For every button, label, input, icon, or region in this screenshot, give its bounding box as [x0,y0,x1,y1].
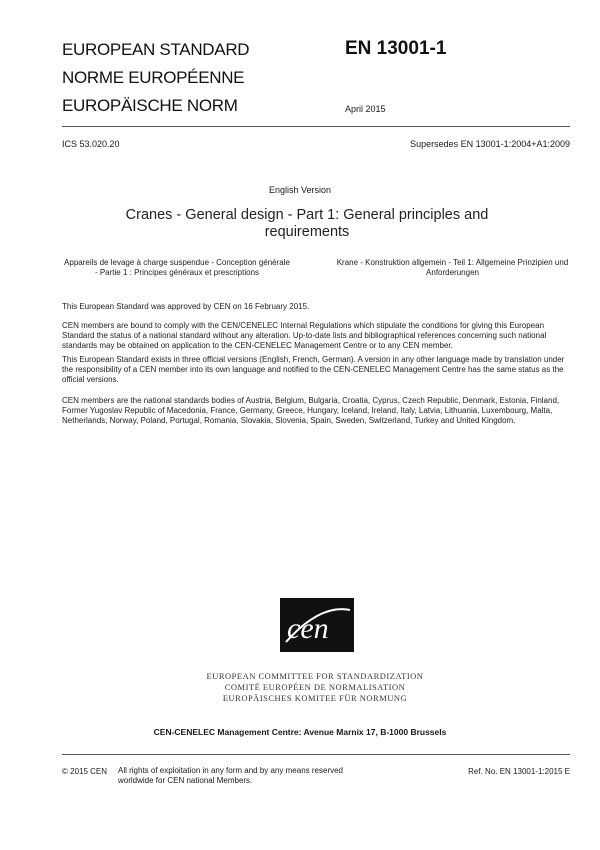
supersedes-note: Supersedes EN 13001-1:2004+A1:2009 [410,139,570,149]
reference-number: Ref. No. EN 13001-1:2015 E [468,767,570,776]
title-french: Appareils de levage à charge suspendue - Conception générale - Partie 1 : Principes généraux et prescriptions [64,258,290,277]
standard-number: EN 13001-1 [345,38,447,59]
publication-date: April 2015 [345,104,386,114]
document-title: Cranes - General design - Part 1: General principles and requirements [125,207,489,240]
title-german: Krane - Konstruktion allgemein - Teil 1: Allgemeine Prinzipien und Anforderungen [336,258,569,277]
management-centre-address: CEN-CENELEC Management Centre: Avenue Marnix 17, B-1000 Brussels [153,727,447,737]
cen-logo-text: cen [287,612,329,645]
versions-paragraph: This European Standard exists in three official versions (English, French, German). A version in any other language made by translation under the responsibility of a CEN member into its own language and notified to the CEN-CENELEC Management Centre has the same status as the official versions. [62,355,565,384]
members-paragraph: CEN members are the national standards bodies of Austria, Belgium, Bulgaria, Croatia, Cyprus, Czech Republic, Denmark, Estonia, Finland, Former Yugoslav Republic of Macedonia, France, Germany, Greece, Hungary, Iceland, Ireland, Italy, Latvia, Lithuania, Luxembourg, Malta, Netherlands, Norway, Poland, Portugal, Romania, Slovakia, Slovenia, Spain, Sweden, Switzerland, Turkey and United Kingdom. [62,396,560,425]
header-title-de: EUROPÄISCHE NORM [62,96,238,115]
language-version: English Version [268,185,332,195]
cen-logo-icon [280,598,354,652]
ics-code: ICS 53.020.20 [62,139,120,149]
committee-name-fr: COMITÉ EUROPÉEN DE NORMALISATION [224,682,406,692]
header-title-en: EUROPEAN STANDARD [62,40,250,59]
header-divider [62,126,570,127]
rights-statement: All rights of exploitation in any form and by any means reserved worldwide for CEN national Members. [118,766,344,785]
copyright: © 2015 CEN [62,767,108,776]
compliance-paragraph: CEN members are bound to comply with the CEN/CENELEC Internal Regulations which stipulate the conditions for giving this European Standard the status of a national standard without any alteration. Up-to-date lists and bibliographical references concerning such national standards may be obtained on application to the CEN-CENELEC Management Centre or to any CEN member. [62,321,547,350]
cen-logo-graphic [280,598,354,652]
header-title-fr: NORME EUROPÉENNE [62,68,245,87]
approval-statement: This European Standard was approved by CEN on 16 February 2015. [62,302,310,311]
footer-divider [62,754,570,755]
committee-name-en: EUROPEAN COMMITTEE FOR STANDARDIZATION [206,671,424,681]
committee-name-de: EUROPÄISCHES KOMITEE FÜR NORMUNG [222,693,408,703]
